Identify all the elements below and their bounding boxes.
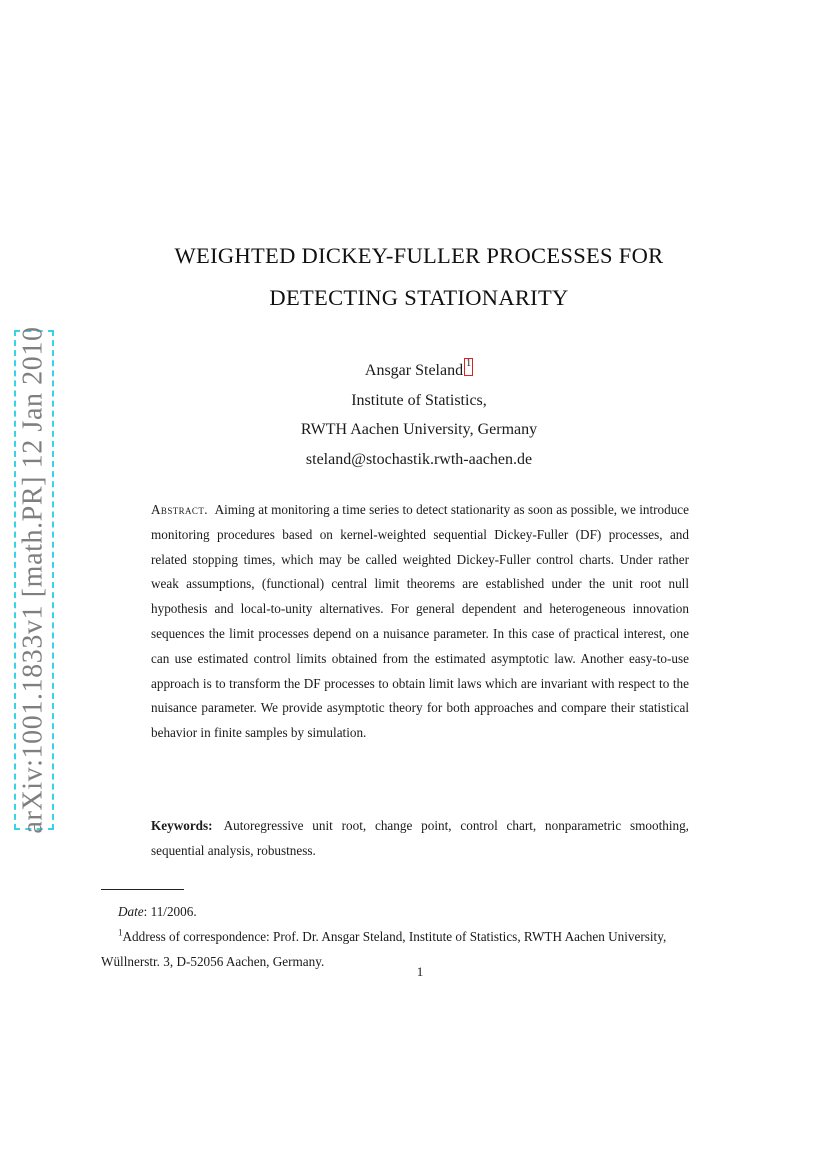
- correspondence-address: Wüllnerstr. 3, D-52056 Aachen, Germany.: [101, 954, 325, 969]
- footnotes: [101, 899, 741, 974]
- abstract: [151, 498, 689, 746]
- footnote-correspondence: [101, 924, 741, 949]
- footnote-divider: [101, 889, 184, 890]
- paper-title-line-2: DETECTING STATIONARITY: [269, 285, 569, 310]
- footnote-date: [101, 899, 741, 924]
- author-line: [5, 356, 828, 386]
- keywords-heading: Keywords:: [151, 818, 213, 833]
- keywords-text: Autoregressive unit root, change point, control chart, nonparametric smoothing, sequential analysis, robustness.: [151, 818, 689, 858]
- abstract-text: Aiming at monitoring a time series to detect stationarity as soon as possible, we introduce monitoring procedures based on kernel-weighted sequential Dickey-Fuller (DF) processes, and related stopping times, which may be called weighted Dickey-Fuller control charts. Under rather weak assumptions, (functional) central limit theorems are established under the unit root null hypothesis and local-to-unity alternatives. For general dependent and heterogeneous innovation sequences the limit processes depend on a nuisance parameter. In this case of practical interest, one can use estimated control limits obtained from the estimated asymptotic law. Another easy-to-use approach is to transform the DF processes to obtain limit laws which are invariant with respect to the nuisance parameter. We provide asymptotic theory for both approaches and compare their statistical behavior in finite samples by simulation.: [151, 502, 689, 741]
- keywords: [151, 813, 689, 863]
- page-number: 1: [416, 964, 424, 979]
- abstract-heading: Abstract.: [151, 502, 208, 517]
- affiliation-institute: Institute of Statistics,: [351, 391, 487, 409]
- affiliation-university: RWTH Aachen University, Germany: [300, 421, 538, 438]
- author-email: steland@stochastik.rwth-aachen.de: [305, 450, 533, 468]
- author-name: Ansgar Steland: [364, 362, 464, 379]
- footnote-link[interactable]: 1: [464, 358, 473, 376]
- paper-title-line-1: WEIGHTED DICKEY-FULLER PROCESSES FOR: [174, 243, 664, 268]
- author-block: [5, 356, 828, 474]
- arxiv-identifier-text: arXiv:1001.1833v1 [math.PR] 12 Jan 2010: [18, 326, 50, 834]
- date-label: Date: [118, 904, 144, 919]
- date-value: : 11/2006.: [143, 904, 197, 919]
- correspondence-text: Address of correspondence: Prof. Dr. Ansgar Steland, Institute of Statistics, RWTH Aachen University,: [122, 929, 667, 944]
- footnote-number: 1: [118, 927, 123, 938]
